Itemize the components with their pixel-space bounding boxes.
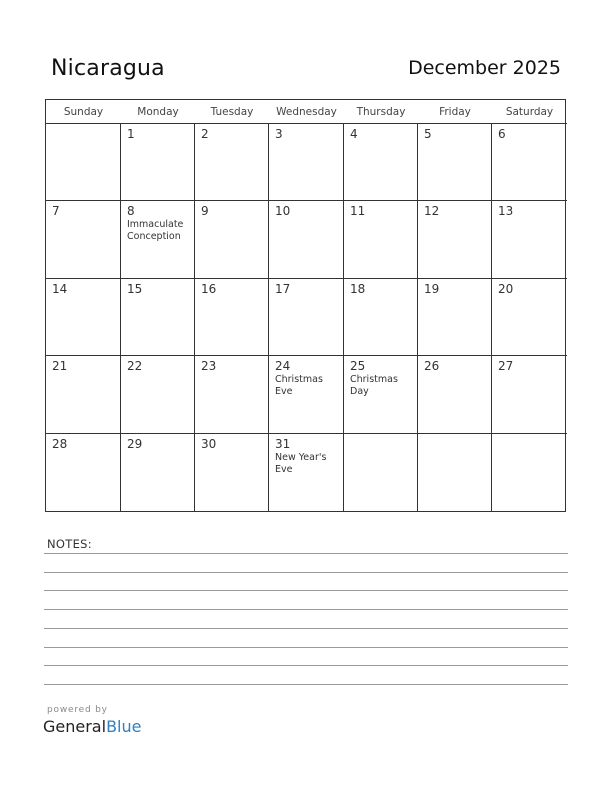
note-line — [44, 609, 568, 610]
day-number: 10 — [275, 204, 291, 219]
note-line — [44, 647, 568, 648]
day-cell — [46, 434, 121, 511]
calendar-grid — [45, 99, 566, 512]
day-number: 2 — [201, 127, 209, 141]
day-number: 15 — [127, 281, 143, 296]
day-cell — [492, 356, 567, 433]
note-line — [44, 553, 568, 554]
day-cell — [418, 279, 492, 356]
day-number: 26 — [424, 359, 440, 374]
holiday-label: Christmas Day — [350, 374, 398, 398]
day-number: 23 — [201, 359, 217, 374]
day-number: 18 — [350, 281, 366, 296]
month-year-title: December 2025 — [408, 57, 561, 79]
brand-logo — [43, 717, 141, 736]
day-cell — [344, 124, 418, 201]
day-cell — [344, 201, 418, 278]
day-cell — [344, 434, 418, 511]
day-cell — [344, 279, 418, 356]
day-cell — [418, 356, 492, 433]
day-cell — [46, 124, 121, 201]
day-number: 12 — [424, 204, 440, 219]
day-cell — [46, 201, 121, 278]
day-cell — [269, 201, 344, 278]
day-number: 21 — [52, 359, 68, 374]
day-cell — [269, 124, 344, 201]
note-line — [44, 628, 568, 629]
country-title: Nicaragua — [51, 56, 165, 81]
weekday-header-thursday: Thursday — [344, 100, 418, 124]
holiday-label: Christmas Eve — [275, 374, 323, 398]
day-number: 20 — [498, 281, 514, 296]
day-cell — [269, 279, 344, 356]
holiday-label: Immaculate Conception — [127, 219, 184, 243]
weekday-header-friday: Friday — [418, 100, 492, 124]
day-cell — [121, 201, 195, 278]
day-cell — [492, 201, 567, 278]
day-cell — [492, 279, 567, 356]
notes-label: NOTES: — [47, 537, 92, 551]
day-cell — [195, 201, 269, 278]
day-number: 14 — [52, 281, 68, 296]
day-cell — [195, 356, 269, 433]
day-number: 8 — [127, 204, 135, 219]
day-number: 28 — [52, 436, 68, 451]
day-number: 27 — [498, 359, 514, 374]
day-number: 30 — [201, 436, 217, 451]
weekday-header-tuesday: Tuesday — [195, 100, 269, 124]
day-number: 13 — [498, 204, 514, 219]
note-line — [44, 572, 568, 573]
day-cell — [492, 124, 567, 201]
day-number: 16 — [201, 281, 217, 296]
day-number: 1 — [127, 127, 135, 141]
day-cell — [195, 124, 269, 201]
weekday-header-sunday: Sunday — [46, 100, 121, 124]
day-cell — [195, 434, 269, 511]
day-cell — [121, 279, 195, 356]
day-number: 31 — [275, 436, 291, 451]
day-cell — [195, 279, 269, 356]
day-number: 7 — [52, 204, 60, 219]
day-number: 3 — [275, 127, 283, 141]
note-line — [44, 684, 568, 685]
holiday-label: New Year's Eve — [275, 451, 327, 475]
note-line — [44, 590, 568, 591]
day-cell — [121, 434, 195, 511]
day-number: 11 — [350, 204, 366, 219]
day-cell — [492, 434, 567, 511]
day-number: 19 — [424, 281, 440, 296]
day-cell — [46, 356, 121, 433]
powered-by-text: powered by — [47, 705, 108, 715]
brand-logo-blue: Blue — [106, 717, 142, 736]
weekday-header-wednesday: Wednesday — [269, 100, 344, 124]
day-number: 17 — [275, 281, 291, 296]
day-number: 5 — [424, 127, 432, 141]
day-cell — [418, 201, 492, 278]
day-cell — [418, 124, 492, 201]
weekday-header-saturday: Saturday — [492, 100, 567, 124]
day-number: 22 — [127, 359, 143, 374]
day-cell — [46, 279, 121, 356]
day-number: 29 — [127, 436, 143, 451]
note-line — [44, 665, 568, 666]
day-cell — [269, 356, 344, 433]
brand-logo-general: General — [43, 717, 107, 736]
day-cell — [121, 124, 195, 201]
weekday-header-monday: Monday — [121, 100, 195, 124]
day-cell — [121, 356, 195, 433]
day-number: 9 — [201, 204, 209, 219]
day-number: 4 — [350, 127, 358, 141]
day-number: 25 — [350, 359, 366, 374]
day-cell — [269, 434, 344, 511]
day-cell — [344, 356, 418, 433]
day-cell — [418, 434, 492, 511]
day-number: 6 — [498, 127, 506, 141]
day-number: 24 — [275, 359, 291, 374]
